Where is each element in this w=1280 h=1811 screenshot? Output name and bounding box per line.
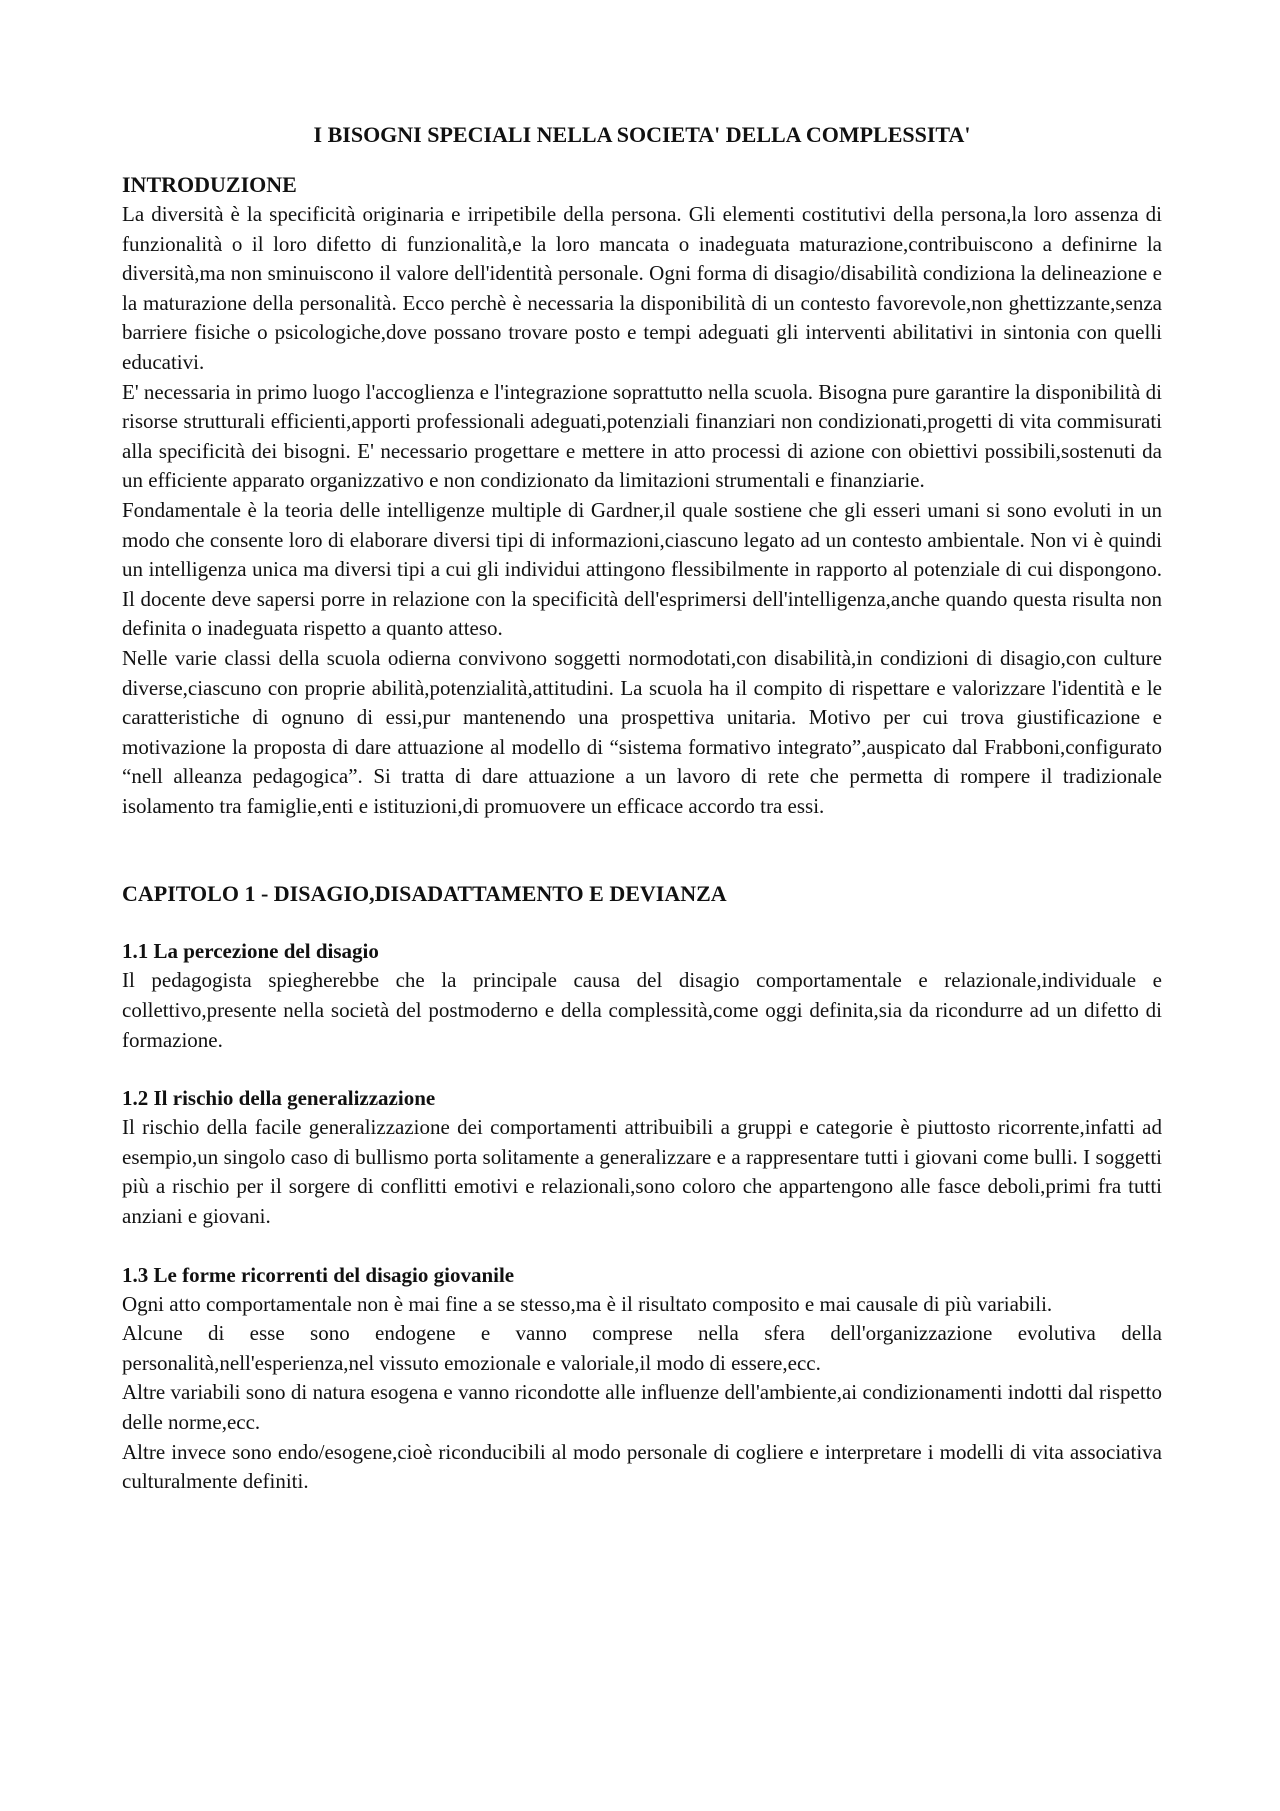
paragraph: Ogni atto comportamentale non è mai fine a se stesso,ma è il risultato composito e mai causale di più variabili. <box>122 1291 1053 1316</box>
paragraph: Il pedagogista spiegherebbe che la principale causa del disagio comportamentale e relazionale,individuale e collettivo,presente nella società del postmoderno e della complessità,come oggi definita,sia da ricondurre ad un difetto di formazione. <box>122 968 1162 1052</box>
introduction-section <box>122 170 1162 821</box>
subsection-heading: 1.1 La percezione del disagio <box>122 939 379 964</box>
subsection-heading: 1.3 Le forme ricorrenti del disagio giovanile <box>122 1262 515 1287</box>
paragraph: Fondamentale è la teoria delle intelligenze multiple di Gardner,il quale sostiene che gli esseri umani si sono evoluti in un modo che consente loro di elaborare diversi tipi di informazioni,ciascuno legato ad un contesto ambientale. Non vi è quindi un intelligenza unica ma diversi tipi a cui gli individui attingono flessibilmente in rapporto al potenziale di cui dispongono. Il docente deve sapersi porre in relazione con la specificità dell'esprimersi dell'intelligenza,anche quando questa risulta non definita o inadeguata rispetto a quanto atteso. <box>122 497 1162 641</box>
paragraph: E' necessaria in primo luogo l'accoglienza e l'integrazione soprattutto nella scuola. Bisogna pure garantire la disponibilità di risorse strutturali efficienti,apporti professionali adeguati,potenziali finanziari non condizionati,progetti di vita commisurati alla specificità dei bisogni. E' necessario progettare e mettere in atto processi di azione con obiettivi possibili,sostenuti da un efficiente apparato organizzativo e non condizionato da limitazioni strumentali e finanziarie. <box>122 379 1162 493</box>
subsection-1-1 <box>122 937 1162 1055</box>
document-title: I BISOGNI SPECIALI NELLA SOCIETA' DELLA COMPLESSITA' <box>313 122 971 147</box>
paragraph: Altre variabili sono di natura esogena e vanno ricondotte alle influenze dell'ambiente,ai condizionamenti indotti dal rispetto delle norme,ecc. <box>122 1380 1162 1434</box>
chapter-1-section <box>122 879 1162 1496</box>
chapter-heading: CAPITOLO 1 - DISAGIO,DISADATTAMENTO E DEVIANZA <box>122 881 727 907</box>
subsection-1-2 <box>122 1084 1162 1231</box>
paragraph: La diversità è la specificità originaria e irripetibile della persona. Gli elementi costitutivi della persona,la loro assenza di funzionalità o il loro difetto di funzionalità,e la loro mancata o inadeguata maturazione,contribuiscono a definirne la diversità,ma non sminuiscono il valore dell'identità personale. Ogni forma di disagio/disabilità condiziona la delineazione e la maturazione della personalità. Ecco perchè è necessaria la disponibilità di un contesto favorevole,non ghettizzante,senza barriere fisiche o psicologiche,dove possano trovare posto e tempi adeguati gli interventi abilitativi in sintonia con quelli educativi. <box>122 202 1162 374</box>
subsection-heading: 1.2 Il rischio della generalizzazione <box>122 1086 436 1111</box>
paragraph: Il rischio della facile generalizzazione dei comportamenti attribuibili a gruppi e categorie è piuttosto ricorrente,infatti ad esempio,un singolo caso di bullismo porta solitamente a generalizzare e a rappresentare tutti i giovani come bulli. I soggetti più a rischio per il sorgere di conflitti emotivi e relazionali,sono coloro che appartengono alle fasce deboli,primi fra tutti anziani e giovani. <box>122 1115 1162 1229</box>
paragraph: Alcune di esse sono endogene e vanno comprese nella sfera dell'organizzazione evolutiva della personalità,nell'esperienza,nel vissuto emozionale e valoriale,il modo di essere,ecc. <box>122 1321 1162 1375</box>
paragraph: Nelle varie classi della scuola odierna convivono soggetti normodotati,con disabilità,in condizioni di disagio,con culture diverse,ciascuno con proprie abilità,potenzialità,attitudini. La scuola ha il compito di rispettare e valorizzare l'identità e le caratteristiche di ognuno di essi,pur mantenendo una prospettiva unitaria. Motivo per cui trova giustificazione e motivazione la proposta di dare attuazione al modello di “sistema formativo integrato”,auspicato dal Frabboni,configurato “nell alleanza pedagogica”. Si tratta di dare attuazione a un lavoro di rete che permetta di rompere il tradizionale isolamento tra famiglie,enti e istituzioni,di promuovere un efficace accordo tra essi. <box>122 645 1162 818</box>
document-page <box>122 120 1162 1497</box>
introduction-heading: INTRODUZIONE <box>122 172 297 197</box>
subsection-1-3 <box>122 1261 1162 1497</box>
paragraph: Altre invece sono endo/esogene,cioè riconducibili al modo personale di cogliere e interpretare i modelli di vita associativa culturalmente definiti. <box>122 1439 1162 1494</box>
